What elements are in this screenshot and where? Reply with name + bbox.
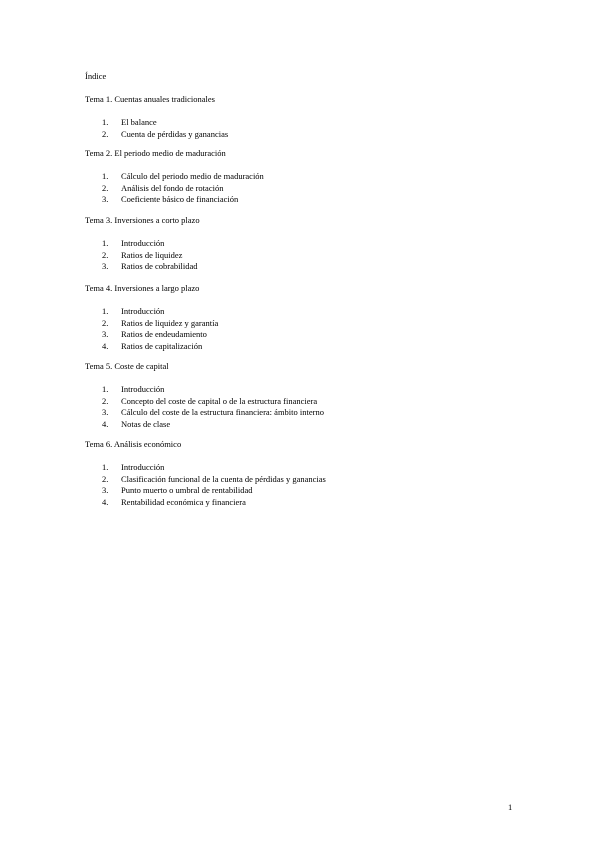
- item-number: 1.: [102, 384, 109, 394]
- section-heading: Tema 1. Cuentas anuales tradicionales: [85, 94, 215, 104]
- list-item: [85, 407, 525, 419]
- item-number: 4.: [102, 496, 109, 507]
- item-text: Ratios de liquidez y garantía: [121, 317, 219, 328]
- item-text: Concepto del coste de capital o de la estructura financiera: [121, 395, 318, 406]
- item-text: Clasificación funcional de la cuenta de pérdidas y ganancias: [121, 473, 326, 484]
- section-tema-2: [85, 148, 525, 206]
- list-item: [85, 396, 525, 408]
- list-item: [85, 261, 525, 273]
- section-tema-1: [85, 94, 525, 140]
- list-item: [85, 384, 525, 396]
- section-tema-5: [85, 361, 525, 430]
- item-number: 1.: [102, 171, 109, 181]
- item-list: [85, 306, 525, 352]
- list-item: [85, 485, 525, 497]
- page-number: 1: [508, 802, 513, 812]
- section-heading: Tema 6. Análisis económico: [85, 439, 182, 449]
- item-number: 3.: [102, 407, 109, 417]
- section-heading: Tema 5. Coste de capital: [85, 361, 169, 371]
- item-list: [85, 171, 525, 206]
- item-number: 4.: [102, 418, 109, 429]
- list-item: [85, 419, 525, 431]
- item-text: Ratios de endeudamiento: [121, 329, 207, 339]
- item-number: 4.: [102, 340, 109, 351]
- item-text: El balance: [121, 117, 157, 127]
- item-text: Cálculo del periodo medio de maduración: [121, 171, 264, 181]
- item-text: Análisis del fondo de rotación: [121, 182, 224, 193]
- section-tema-3: [85, 215, 525, 273]
- item-number: 3.: [102, 485, 109, 495]
- list-item: [85, 238, 525, 250]
- list-item: [85, 306, 525, 318]
- list-item: [85, 462, 525, 474]
- list-item: [85, 474, 525, 486]
- item-text: Ratios de liquidez: [121, 249, 183, 260]
- item-text: Introducción: [121, 238, 165, 248]
- item-text: Coeficiente básico de financiación: [121, 194, 239, 204]
- section-tema-4: [85, 283, 525, 352]
- item-number: 3.: [102, 329, 109, 339]
- item-number: 2.: [102, 395, 109, 406]
- list-item: [85, 318, 525, 330]
- index-title: Índice: [85, 71, 107, 81]
- list-item: [85, 329, 525, 341]
- item-number: 1.: [102, 306, 109, 316]
- item-text: Notas de clase: [121, 418, 171, 429]
- item-list: [85, 384, 525, 430]
- item-number: 1.: [102, 462, 109, 472]
- list-item: [85, 183, 525, 195]
- item-list: [85, 117, 525, 140]
- list-item: [85, 497, 525, 509]
- list-item: [85, 171, 525, 183]
- item-number: 1.: [102, 117, 109, 127]
- item-text: Rentabilidad económica y financiera: [121, 496, 246, 507]
- section-heading: Tema 3. Inversiones a corto plazo: [85, 215, 200, 225]
- item-list: [85, 238, 525, 273]
- item-text: Ratios de cobrabilidad: [121, 261, 198, 271]
- section-heading: Tema 2. El periodo medio de maduración: [85, 148, 226, 158]
- list-item: [85, 129, 525, 141]
- item-number: 2.: [102, 317, 109, 328]
- item-list: [85, 462, 525, 508]
- item-text: Cálculo del coste de la estructura financiera: ámbito interno: [121, 407, 324, 417]
- item-number: 2.: [102, 249, 109, 260]
- item-number: 2.: [102, 182, 109, 193]
- list-item: [85, 117, 525, 129]
- item-number: 2.: [102, 128, 109, 139]
- item-number: 3.: [102, 261, 109, 271]
- item-text: Punto muerto o umbral de rentabilidad: [121, 485, 253, 495]
- item-text: Introducción: [121, 462, 165, 472]
- item-number: 1.: [102, 238, 109, 248]
- item-number: 3.: [102, 194, 109, 204]
- item-text: Introducción: [121, 306, 165, 316]
- list-item: [85, 341, 525, 353]
- list-item: [85, 194, 525, 206]
- section-heading: Tema 4. Inversiones a largo plazo: [85, 283, 200, 293]
- item-text: Introducción: [121, 384, 165, 394]
- section-tema-6: [85, 439, 525, 508]
- list-item: [85, 250, 525, 262]
- item-text: Ratios de capitalización: [121, 340, 203, 351]
- item-number: 2.: [102, 473, 109, 484]
- item-text: Cuenta de pérdidas y ganancias: [121, 128, 229, 139]
